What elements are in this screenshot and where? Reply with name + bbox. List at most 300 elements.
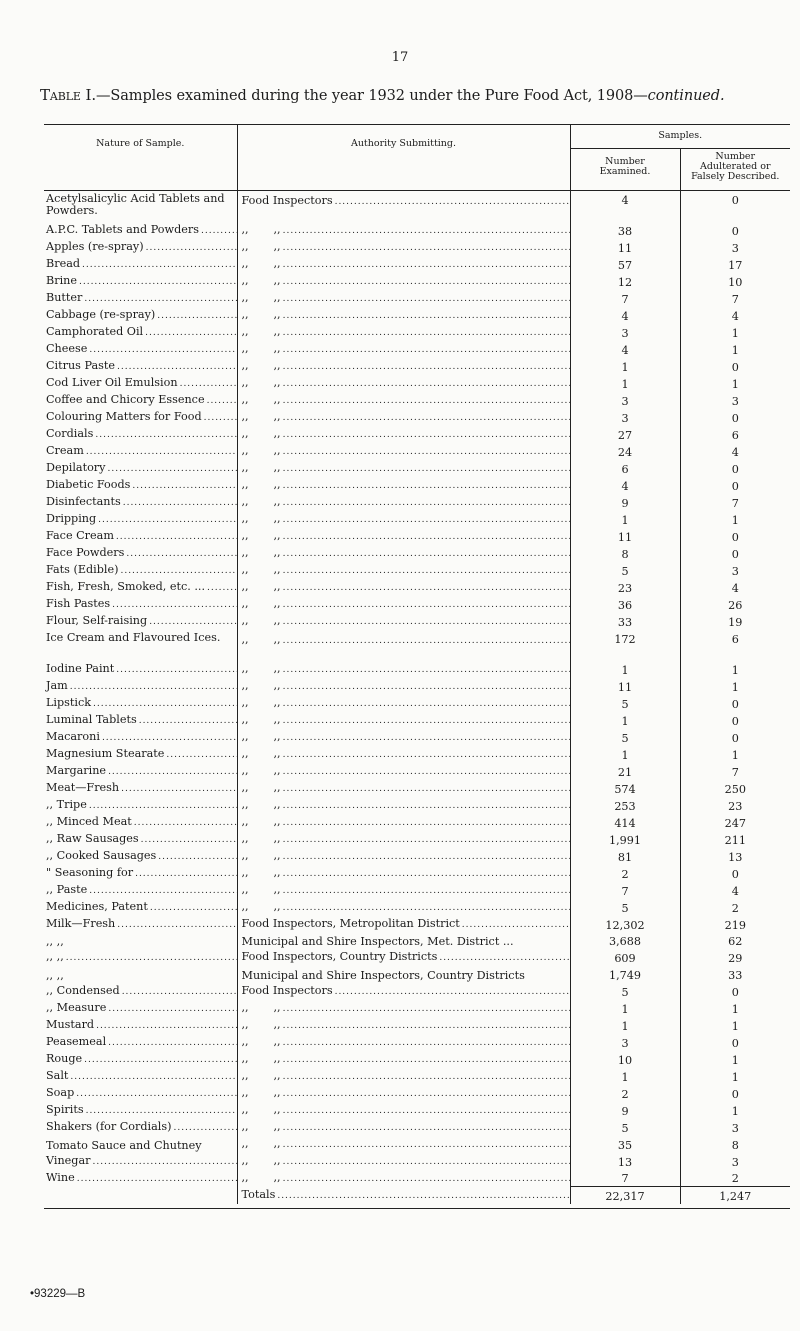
table-row xyxy=(44,848,790,865)
authority: ,, ,, xyxy=(241,308,281,321)
authority-cell xyxy=(237,460,570,477)
sample-name: Jam xyxy=(46,679,68,692)
leader-dots xyxy=(123,496,237,511)
authority-cell xyxy=(237,831,570,848)
leader-dots xyxy=(207,581,236,596)
table-row xyxy=(44,630,790,661)
leader-dots xyxy=(283,377,570,392)
examined-count: 2 xyxy=(570,1085,680,1102)
totals-label: Totals xyxy=(241,1187,276,1201)
table-row xyxy=(44,763,790,780)
authority-cell xyxy=(237,596,570,613)
authority: Municipal and Shire Inspectors, Met. District ... xyxy=(241,935,514,949)
leader-dots xyxy=(283,615,570,630)
examined-count: 1 xyxy=(570,358,680,375)
authority-cell xyxy=(237,324,570,341)
leader-dots xyxy=(439,951,569,966)
authority: ,, ,, xyxy=(241,223,281,236)
authority-cell xyxy=(237,966,570,982)
sample-name-cell xyxy=(44,460,237,477)
adulterated-count: 1 xyxy=(731,1070,739,1084)
adulterated-count: 7 xyxy=(731,497,739,510)
sample-name-cell xyxy=(44,1136,237,1153)
sample-name: Diabetic Foods xyxy=(46,478,131,491)
authority: Food Inspectors, Metropolitan District xyxy=(241,917,460,930)
leader-dots xyxy=(283,411,570,426)
authority: ,, ,, xyxy=(241,376,281,389)
leader-dots xyxy=(283,765,570,780)
sample-name-cell xyxy=(44,256,237,273)
examined-count: 1 xyxy=(570,661,680,678)
authority: ,, ,, xyxy=(241,747,281,760)
sample-name-cell xyxy=(44,222,237,239)
samples-table xyxy=(44,124,790,1209)
adulterated-count: 1 xyxy=(731,1002,739,1016)
authority: ,, ,, xyxy=(241,257,281,270)
authority: ,, ,, xyxy=(241,325,281,338)
authority-cell xyxy=(237,545,570,562)
adulterated-count: 33 xyxy=(728,968,743,982)
leader-dots xyxy=(135,867,236,882)
sample-name-cell xyxy=(44,239,237,256)
sample-name-cell xyxy=(44,273,237,290)
authority: ,, ,, xyxy=(241,730,281,743)
table-row xyxy=(44,613,790,630)
sample-name: Tomato Sauce and Chutney xyxy=(46,1138,202,1152)
table-row xyxy=(44,239,790,256)
authority-cell xyxy=(237,1102,570,1119)
adulterated-count: 6 xyxy=(731,633,739,646)
adulterated-count: 0 xyxy=(731,531,739,544)
adulterated-count: 10 xyxy=(728,276,743,289)
authority-cell xyxy=(237,426,570,443)
sample-name-cell xyxy=(44,780,237,797)
sample-name-cell xyxy=(44,729,237,746)
examined-count: 3 xyxy=(570,1034,680,1051)
table-row xyxy=(44,695,790,712)
sample-name-cell xyxy=(44,477,237,494)
table-row xyxy=(44,797,790,814)
authority-cell xyxy=(237,630,570,661)
authority-cell xyxy=(237,409,570,426)
adulterated-count: 0 xyxy=(731,732,739,745)
table-row xyxy=(44,882,790,899)
leader-dots xyxy=(108,1036,236,1051)
adulterated-count: 0 xyxy=(731,463,739,476)
sample-name: Spirits xyxy=(46,1102,84,1116)
table-row xyxy=(44,443,790,460)
table-row xyxy=(44,780,790,797)
leader-dots xyxy=(98,513,236,528)
authority-cell xyxy=(237,865,570,882)
examined-count: 27 xyxy=(570,426,680,443)
examined-count: 3 xyxy=(570,409,680,426)
table-row xyxy=(44,729,790,746)
sample-name-cell xyxy=(44,409,237,426)
authority: ,, ,, xyxy=(241,478,281,491)
leader-dots xyxy=(283,850,570,865)
leader-dots xyxy=(283,394,570,409)
examined-count: 609 xyxy=(570,949,680,966)
table-row xyxy=(44,528,790,545)
leader-dots xyxy=(283,1019,570,1034)
sample-name-cell xyxy=(44,426,237,443)
adulterated-count: 0 xyxy=(731,480,739,493)
sample-name-cell xyxy=(44,494,237,511)
examined-count: 1,749 xyxy=(570,966,680,982)
authority: ,, ,, xyxy=(241,849,281,862)
table-row xyxy=(44,865,790,882)
table-row xyxy=(44,933,790,949)
authority: ,, ,, xyxy=(241,1034,281,1048)
authority: ,, ,, xyxy=(241,495,281,508)
table-body xyxy=(44,191,790,1187)
leader-dots xyxy=(283,782,570,797)
table-row xyxy=(44,341,790,358)
sample-name: ,, Minced Meat xyxy=(46,815,132,828)
table-row xyxy=(44,966,790,982)
sample-name-cell xyxy=(44,712,237,729)
leader-dots xyxy=(283,884,570,899)
totals-adulterated: 1,247 xyxy=(680,1187,790,1204)
sample-name: Soap xyxy=(46,1085,75,1099)
authority-cell xyxy=(237,443,570,460)
sample-name-cell xyxy=(44,290,237,307)
sample-name-cell xyxy=(44,443,237,460)
adulterated-count: 1 xyxy=(731,514,739,527)
sample-name-cell xyxy=(44,882,237,899)
leader-dots xyxy=(283,275,570,290)
sample-name: Vinegar xyxy=(46,1153,91,1167)
adulterated-count: 1 xyxy=(731,664,739,677)
sample-name: Fish Pastes xyxy=(46,597,111,610)
adulterated-count: 0 xyxy=(731,225,739,238)
authority-cell xyxy=(237,797,570,814)
table-row xyxy=(44,191,790,223)
adulterated-count: 13 xyxy=(728,851,743,864)
sample-name: Meat—Fresh xyxy=(46,781,120,794)
examined-count: 574 xyxy=(570,780,680,797)
sample-name: Macaroni xyxy=(46,730,100,743)
leader-dots xyxy=(283,1104,570,1119)
examined-count: 5 xyxy=(570,983,680,1000)
leader-dots xyxy=(283,258,570,273)
authority-cell xyxy=(237,763,570,780)
leader-dots xyxy=(283,1002,570,1017)
sample-name-cell xyxy=(44,1000,237,1017)
sample-name: Flour, Self-raising xyxy=(46,614,148,627)
leader-dots xyxy=(283,634,570,649)
authority: ,, ,, xyxy=(241,529,281,542)
adulterated-count: 1 xyxy=(731,327,739,340)
examined-count: 1 xyxy=(570,1068,680,1085)
sample-name: Lipstick xyxy=(46,696,92,709)
examined-count: 7 xyxy=(570,290,680,307)
sample-name: A.P.C. Tablets and Powders xyxy=(46,223,199,236)
examined-count: 4 xyxy=(570,341,680,358)
examined-count: 13 xyxy=(570,1153,680,1170)
sample-name: ,, Raw Sausages xyxy=(46,832,139,845)
adulterated-count: 1 xyxy=(731,681,739,694)
leader-dots xyxy=(283,799,570,814)
leader-dots xyxy=(283,292,570,307)
leader-dots xyxy=(283,241,570,256)
adulterated-count: 0 xyxy=(731,868,739,881)
sample-name: Brine xyxy=(46,274,77,287)
leader-dots xyxy=(141,833,237,848)
leader-dots xyxy=(92,1155,236,1170)
authority: ,, ,, xyxy=(241,866,281,879)
authority-cell xyxy=(237,1170,570,1187)
header-authority: Authority Submitting. xyxy=(237,125,570,191)
leader-dots xyxy=(126,547,236,562)
sample-name: Apples (re-spray) xyxy=(46,240,144,253)
leader-dots xyxy=(116,663,236,678)
sample-name-cell xyxy=(44,746,237,763)
sample-name: Cream xyxy=(46,444,84,457)
examined-count: 38 xyxy=(570,222,680,239)
authority-cell xyxy=(237,882,570,899)
sample-name-cell xyxy=(44,562,237,579)
authority-cell xyxy=(237,358,570,375)
sample-name: Rouge xyxy=(46,1051,83,1065)
authority: ,, ,, xyxy=(241,798,281,811)
authority: Food Inspectors, Country Districts xyxy=(241,950,438,964)
sample-name-cell xyxy=(44,1119,237,1136)
adulterated-count: 29 xyxy=(728,952,743,966)
sample-name: Camphorated Oil xyxy=(46,325,144,338)
authority-cell xyxy=(237,191,570,223)
sample-name: ,, Paste xyxy=(46,883,88,896)
leader-dots xyxy=(77,1172,237,1187)
sample-name-cell xyxy=(44,763,237,780)
adulterated-count: 0 xyxy=(731,361,739,374)
adulterated-count: 26 xyxy=(728,599,743,612)
sample-name: Cod Liver Oil Emulsion xyxy=(46,376,178,389)
table-row xyxy=(44,460,790,477)
leader-dots xyxy=(66,951,237,966)
sample-name: Butter xyxy=(46,291,83,304)
sample-name-cell xyxy=(44,307,237,324)
table-row xyxy=(44,511,790,528)
authority-cell xyxy=(237,579,570,596)
leader-dots xyxy=(76,1087,236,1102)
sample-name-cell xyxy=(44,814,237,831)
table-row xyxy=(44,1034,790,1051)
examined-count: 11 xyxy=(570,239,680,256)
leader-dots xyxy=(89,343,236,358)
sample-name: ,, Condensed xyxy=(46,983,120,997)
adulterated-count: 23 xyxy=(728,800,743,813)
header-samples: Samples. xyxy=(570,125,790,149)
examined-count: 12,302 xyxy=(570,916,680,933)
authority: ,, ,, xyxy=(241,461,281,474)
leader-dots xyxy=(283,309,570,324)
examined-count: 23 xyxy=(570,579,680,596)
authority: ,, ,, xyxy=(241,1136,281,1150)
sample-name: " Seasoning for xyxy=(46,866,134,879)
sample-name-cell xyxy=(44,831,237,848)
authority: ,, ,, xyxy=(241,597,281,610)
authority: ,, ,, xyxy=(241,1170,281,1184)
examined-count: 9 xyxy=(570,1102,680,1119)
sample-name-cell xyxy=(44,1068,237,1085)
header-nature: Nature of Sample. xyxy=(44,125,237,191)
examined-count: 1 xyxy=(570,511,680,528)
authority-cell xyxy=(237,661,570,678)
authority-cell xyxy=(237,307,570,324)
authority: ,, ,, xyxy=(241,815,281,828)
leader-dots xyxy=(462,918,570,933)
adulterated-count: 7 xyxy=(731,293,739,306)
sample-name: Bread xyxy=(46,257,81,270)
sample-name: ,, Measure xyxy=(46,1000,107,1014)
sample-name-cell xyxy=(44,1102,237,1119)
sample-name: Ice Cream and Flavoured Ices. xyxy=(46,631,221,644)
sample-name: Cabbage (re-spray) xyxy=(46,308,156,321)
table-row xyxy=(44,579,790,596)
leader-dots xyxy=(84,1053,236,1068)
sample-name: Wine xyxy=(46,1170,75,1184)
authority-cell xyxy=(237,814,570,831)
authority-cell xyxy=(237,712,570,729)
table-row xyxy=(44,983,790,1000)
examined-count: 253 xyxy=(570,797,680,814)
table-row xyxy=(44,375,790,392)
leader-dots xyxy=(108,1002,236,1017)
examined-count: 9 xyxy=(570,494,680,511)
sample-name: Fish, Fresh, Smoked, etc. ... xyxy=(46,580,206,593)
sample-name-cell xyxy=(44,1153,237,1170)
table-row xyxy=(44,307,790,324)
adulterated-count: 250 xyxy=(724,783,746,796)
authority-cell xyxy=(237,1119,570,1136)
authority-cell xyxy=(237,1085,570,1102)
examined-count: 1 xyxy=(570,746,680,763)
authority-cell xyxy=(237,613,570,630)
leader-dots xyxy=(149,615,236,630)
leader-dots xyxy=(283,428,570,443)
examined-count: 3 xyxy=(570,392,680,409)
authority-cell xyxy=(237,899,570,916)
authority: ,, ,, xyxy=(241,563,281,576)
leader-dots xyxy=(95,428,236,443)
sample-name-cell xyxy=(44,695,237,712)
authority-cell xyxy=(237,290,570,307)
authority: ,, ,, xyxy=(241,427,281,440)
leader-dots xyxy=(283,901,570,916)
adulterated-count: 4 xyxy=(731,446,739,459)
sample-name: Shakers (for Cordials) xyxy=(46,1119,172,1133)
authority: ,, ,, xyxy=(241,713,281,726)
sample-name-cell xyxy=(44,191,237,223)
leader-dots xyxy=(283,1172,570,1187)
table-row xyxy=(44,477,790,494)
table-row xyxy=(44,273,790,290)
examined-count: 3 xyxy=(570,324,680,341)
sample-name-cell xyxy=(44,1170,237,1187)
leader-dots xyxy=(173,1121,236,1136)
authority: ,, ,, xyxy=(241,342,281,355)
adulterated-count: 8 xyxy=(731,1138,739,1152)
sample-name: Depilatory xyxy=(46,461,106,474)
sample-name: Medicines, Patent xyxy=(46,900,148,913)
examined-count: 5 xyxy=(570,562,680,579)
adulterated-count: 3 xyxy=(731,395,739,408)
leader-dots xyxy=(201,224,237,239)
adulterated-count: 211 xyxy=(724,834,746,847)
examined-count: 5 xyxy=(570,1119,680,1136)
authority: Municipal and Shire Inspectors, Country Districts xyxy=(241,968,525,982)
authority-cell xyxy=(237,273,570,290)
table-row xyxy=(44,426,790,443)
sample-name: Peasemeal xyxy=(46,1034,107,1048)
authority: ,, ,, xyxy=(241,1068,281,1082)
authority: ,, ,, xyxy=(241,359,281,372)
totals-spacer xyxy=(44,1187,237,1204)
authority-cell xyxy=(237,678,570,695)
authority: ,, ,, xyxy=(241,1017,281,1031)
sample-name: Iodine Paint xyxy=(46,662,115,675)
leader-dots xyxy=(84,292,236,307)
table-row xyxy=(44,596,790,613)
table-row xyxy=(44,1000,790,1017)
sample-name: Luminal Tablets xyxy=(46,713,137,726)
leader-dots xyxy=(283,581,570,596)
adulterated-count: 7 xyxy=(731,766,739,779)
examined-count: 12 xyxy=(570,273,680,290)
authority: ,, ,, xyxy=(241,580,281,593)
leader-dots xyxy=(139,714,237,729)
sample-name-cell xyxy=(44,545,237,562)
sample-name: Mustard xyxy=(46,1017,95,1031)
sample-name: Milk—Fresh xyxy=(46,917,116,930)
leader-dots xyxy=(180,377,237,392)
authority-cell xyxy=(237,949,570,966)
leader-dots xyxy=(116,530,237,545)
examined-count: 5 xyxy=(570,695,680,712)
sample-name-cell xyxy=(44,613,237,630)
adulterated-count: 6 xyxy=(731,429,739,442)
table-row xyxy=(44,678,790,695)
adulterated-count: 0 xyxy=(731,985,739,999)
table-row xyxy=(44,746,790,763)
leader-dots xyxy=(121,782,236,797)
adulterated-count: 2 xyxy=(731,1172,739,1186)
examined-count: 10 xyxy=(570,1051,680,1068)
leader-dots xyxy=(107,462,236,477)
adulterated-count: 247 xyxy=(724,817,746,830)
leader-dots xyxy=(89,884,236,899)
sample-name-cell xyxy=(44,661,237,678)
authority-cell xyxy=(237,1051,570,1068)
authority-cell xyxy=(237,729,570,746)
leader-dots xyxy=(146,241,237,256)
header-examined: Number Examined. xyxy=(570,149,680,191)
leader-dots xyxy=(283,867,570,882)
adulterated-count: 0 xyxy=(731,1087,739,1101)
leader-dots xyxy=(117,360,236,375)
authority-cell xyxy=(237,511,570,528)
leader-dots xyxy=(150,901,237,916)
adulterated-count: 3 xyxy=(731,1155,739,1169)
leader-dots xyxy=(96,1019,236,1034)
table-row xyxy=(44,290,790,307)
table-row xyxy=(44,494,790,511)
table-row xyxy=(44,949,790,966)
sample-name-cell xyxy=(44,933,237,949)
leader-dots xyxy=(283,479,570,494)
